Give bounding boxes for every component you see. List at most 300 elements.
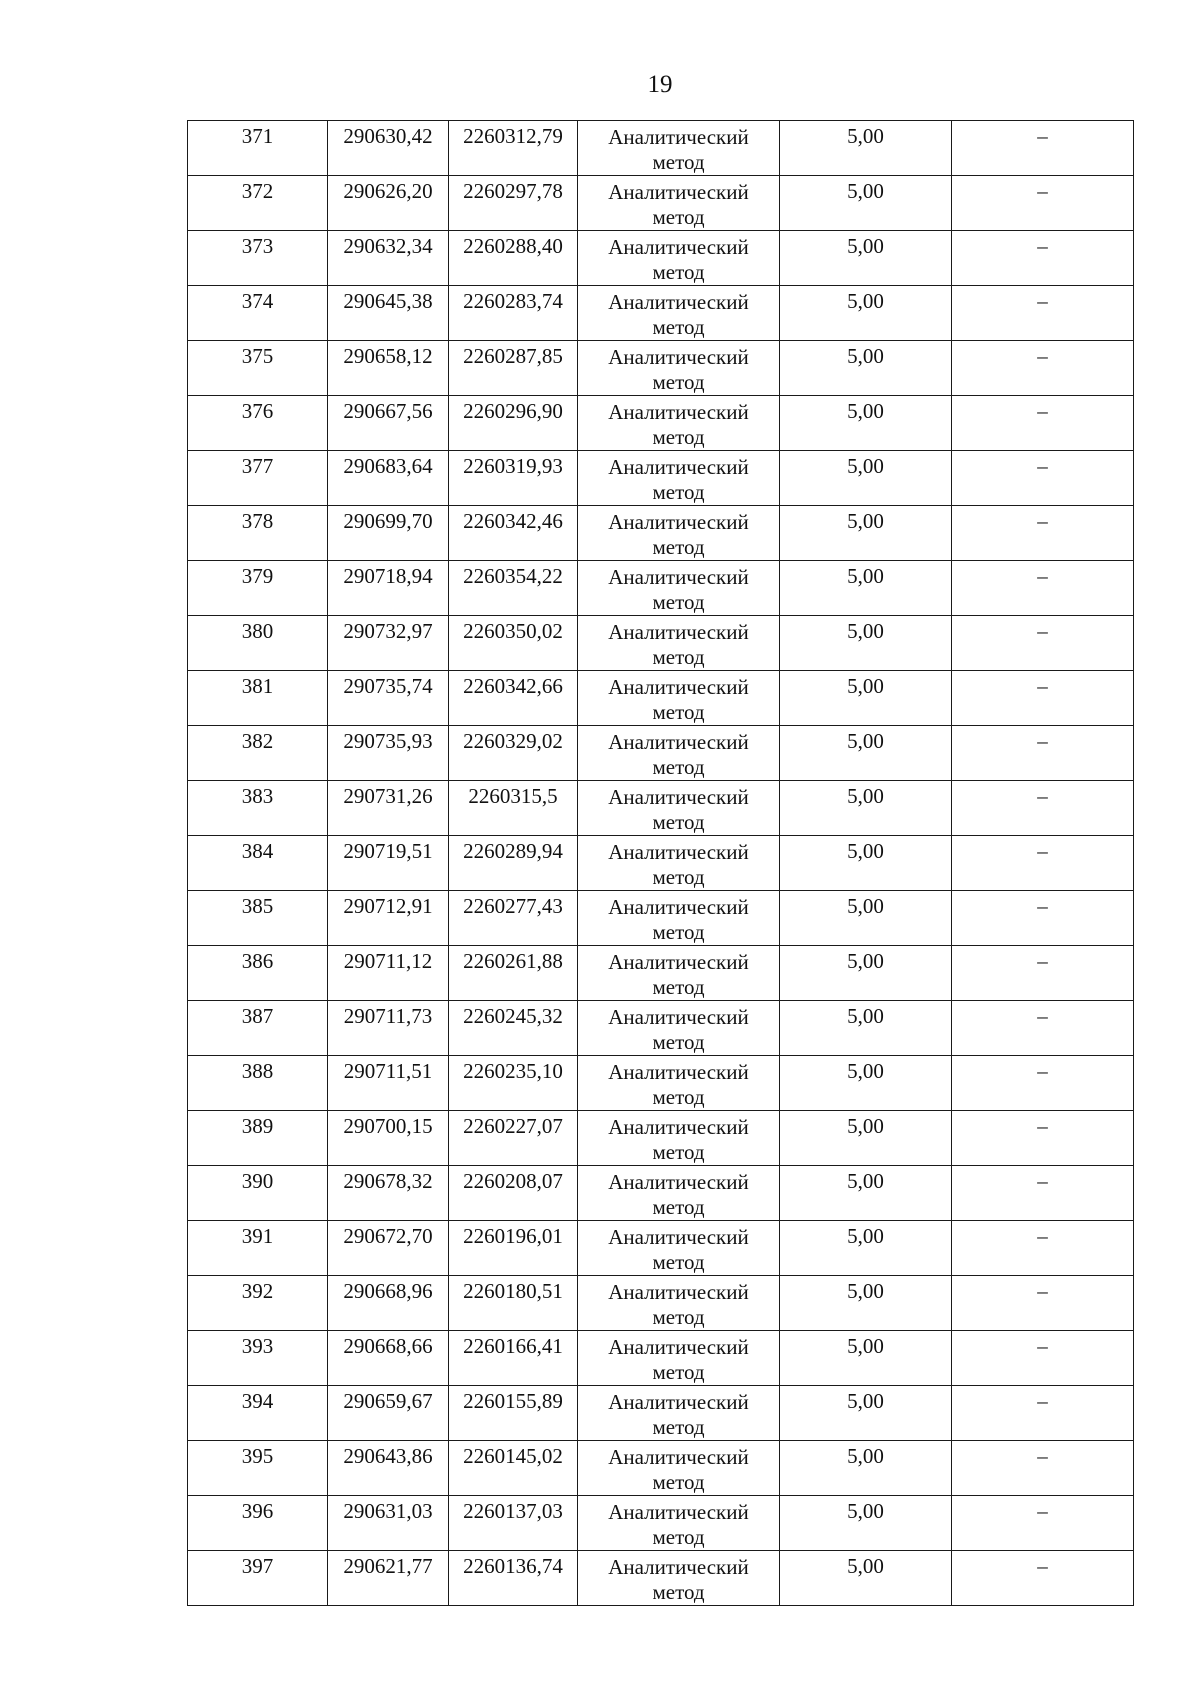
point-number: 391: [241, 1224, 274, 1248]
precision-value: 5,00: [847, 894, 884, 918]
method-line-1: Аналитический: [608, 1280, 749, 1304]
precision-cell: [780, 1331, 952, 1386]
point-number-cell: [188, 1386, 328, 1441]
y-coordinate-cell: [449, 121, 578, 176]
x-coordinate: 290667,56: [343, 399, 433, 423]
x-coordinate-cell: [328, 1331, 449, 1386]
note-cell: [952, 341, 1134, 396]
method-line-2: метод: [652, 1140, 705, 1164]
method-line-1: Аналитический: [608, 235, 749, 259]
precision-cell: [780, 946, 952, 1001]
note-value: –: [1037, 344, 1048, 368]
y-coordinate: 2260137,03: [463, 1499, 563, 1523]
note-value: –: [1037, 839, 1048, 863]
method-line-2: метод: [652, 1580, 705, 1604]
y-coordinate: 2260145,02: [463, 1444, 563, 1468]
method-cell: [578, 781, 780, 836]
note-value: –: [1037, 674, 1048, 698]
method-line-2: метод: [652, 1525, 705, 1549]
x-coordinate: 290658,12: [343, 344, 433, 368]
method-cell: [578, 1331, 780, 1386]
y-coordinate: 2260312,79: [463, 124, 563, 148]
precision-value: 5,00: [847, 454, 884, 478]
y-coordinate: 2260319,93: [463, 454, 563, 478]
method-line-2: метод: [652, 150, 705, 174]
x-coordinate-cell: [328, 121, 449, 176]
y-coordinate-cell: [449, 1331, 578, 1386]
table-row: [188, 946, 1134, 1001]
precision-value: 5,00: [847, 1114, 884, 1138]
note-cell: [952, 1001, 1134, 1056]
y-coordinate: 2260289,94: [463, 839, 563, 863]
precision-cell: [780, 176, 952, 231]
method-line-2: метод: [652, 810, 705, 834]
method-cell: [578, 891, 780, 946]
y-coordinate-cell: [449, 1386, 578, 1441]
point-number-cell: [188, 1496, 328, 1551]
method-line-1: Аналитический: [608, 1445, 749, 1469]
y-coordinate-cell: [449, 1111, 578, 1166]
note-value: –: [1037, 124, 1048, 148]
table-row: [188, 1496, 1134, 1551]
note-value: –: [1037, 949, 1048, 973]
precision-value: 5,00: [847, 509, 884, 533]
point-number: 371: [241, 124, 274, 148]
y-coordinate: 2260315,5: [468, 784, 558, 808]
table-row: [188, 1386, 1134, 1441]
point-number: 386: [241, 949, 274, 973]
precision-value: 5,00: [847, 1279, 884, 1303]
x-coordinate: 290735,93: [343, 729, 433, 753]
precision-cell: [780, 286, 952, 341]
point-number-cell: [188, 176, 328, 231]
x-coordinate: 290645,38: [343, 289, 433, 313]
note-cell: [952, 121, 1134, 176]
table-row: [188, 506, 1134, 561]
note-cell: [952, 891, 1134, 946]
point-number: 377: [241, 454, 274, 478]
x-coordinate: 290626,20: [343, 179, 433, 203]
x-coordinate-cell: [328, 341, 449, 396]
method-line-1: Аналитический: [608, 675, 749, 699]
precision-cell: [780, 506, 952, 561]
y-coordinate: 2260342,66: [463, 674, 563, 698]
method-cell: [578, 506, 780, 561]
note-cell: [952, 1276, 1134, 1331]
method-cell: [578, 1551, 780, 1606]
x-coordinate-cell: [328, 506, 449, 561]
note-cell: [952, 1551, 1134, 1606]
precision-cell: [780, 1001, 952, 1056]
y-coordinate: 2260287,85: [463, 344, 563, 368]
note-cell: [952, 781, 1134, 836]
table-row: [188, 1056, 1134, 1111]
table-row: [188, 1331, 1134, 1386]
table-row: [188, 451, 1134, 506]
point-number-cell: [188, 1276, 328, 1331]
y-coordinate-cell: [449, 341, 578, 396]
coordinates-table-body: [188, 121, 1134, 1606]
table-row: [188, 286, 1134, 341]
precision-value: 5,00: [847, 839, 884, 863]
precision-cell: [780, 1276, 952, 1331]
note-cell: [952, 561, 1134, 616]
table-row: [188, 341, 1134, 396]
x-coordinate: 290668,96: [343, 1279, 433, 1303]
note-value: –: [1037, 179, 1048, 203]
note-cell: [952, 396, 1134, 451]
precision-cell: [780, 836, 952, 891]
y-coordinate-cell: [449, 1056, 578, 1111]
precision-cell: [780, 341, 952, 396]
y-coordinate-cell: [449, 231, 578, 286]
y-coordinate: 2260288,40: [463, 234, 563, 258]
x-coordinate-cell: [328, 231, 449, 286]
precision-cell: [780, 231, 952, 286]
precision-cell: [780, 1056, 952, 1111]
method-cell: [578, 451, 780, 506]
point-number-cell: [188, 671, 328, 726]
method-line-1: Аналитический: [608, 1115, 749, 1139]
precision-cell: [780, 1166, 952, 1221]
precision-value: 5,00: [847, 1004, 884, 1028]
x-coordinate-cell: [328, 1386, 449, 1441]
method-line-1: Аналитический: [608, 840, 749, 864]
precision-value: 5,00: [847, 1334, 884, 1358]
note-value: –: [1037, 1059, 1048, 1083]
x-coordinate: 290719,51: [343, 839, 433, 863]
note-value: –: [1037, 1554, 1048, 1578]
precision-cell: [780, 726, 952, 781]
point-number: 390: [241, 1169, 274, 1193]
method-cell: [578, 616, 780, 671]
note-value: –: [1037, 234, 1048, 258]
precision-value: 5,00: [847, 1389, 884, 1413]
method-line-2: метод: [652, 1305, 705, 1329]
y-coordinate: 2260180,51: [463, 1279, 563, 1303]
point-number: 381: [241, 674, 274, 698]
y-coordinate-cell: [449, 561, 578, 616]
table-row: [188, 1166, 1134, 1221]
table-row: [188, 726, 1134, 781]
x-coordinate-cell: [328, 836, 449, 891]
point-number-cell: [188, 781, 328, 836]
x-coordinate: 290621,77: [343, 1554, 433, 1578]
method-line-1: Аналитический: [608, 400, 749, 424]
y-coordinate-cell: [449, 616, 578, 671]
x-coordinate-cell: [328, 1551, 449, 1606]
note-value: –: [1037, 289, 1048, 313]
x-coordinate-cell: [328, 781, 449, 836]
method-cell: [578, 121, 780, 176]
method-line-1: Аналитический: [608, 1060, 749, 1084]
method-cell: [578, 1496, 780, 1551]
point-number: 394: [241, 1389, 274, 1413]
method-line-2: метод: [652, 1195, 705, 1219]
method-line-2: метод: [652, 755, 705, 779]
note-cell: [952, 946, 1134, 1001]
point-number: 397: [241, 1554, 274, 1578]
precision-value: 5,00: [847, 729, 884, 753]
precision-cell: [780, 561, 952, 616]
method-line-1: Аналитический: [608, 125, 749, 149]
x-coordinate-cell: [328, 451, 449, 506]
method-line-1: Аналитический: [608, 620, 749, 644]
method-line-2: метод: [652, 700, 705, 724]
precision-value: 5,00: [847, 949, 884, 973]
method-line-1: Аналитический: [608, 785, 749, 809]
point-number: 383: [241, 784, 274, 808]
note-value: –: [1037, 619, 1048, 643]
method-cell: [578, 836, 780, 891]
point-number: 388: [241, 1059, 274, 1083]
precision-value: 5,00: [847, 344, 884, 368]
precision-cell: [780, 1386, 952, 1441]
x-coordinate: 290732,97: [343, 619, 433, 643]
precision-value: 5,00: [847, 1059, 884, 1083]
method-line-1: Аналитический: [608, 1390, 749, 1414]
x-coordinate: 290683,64: [343, 454, 433, 478]
method-cell: [578, 1441, 780, 1496]
note-cell: [952, 231, 1134, 286]
note-cell: [952, 1111, 1134, 1166]
x-coordinate: 290631,03: [343, 1499, 433, 1523]
x-coordinate: 290643,86: [343, 1444, 433, 1468]
method-cell: [578, 671, 780, 726]
table-row: [188, 176, 1134, 231]
method-line-2: метод: [652, 1415, 705, 1439]
y-coordinate-cell: [449, 1441, 578, 1496]
note-cell: [952, 671, 1134, 726]
y-coordinate-cell: [449, 836, 578, 891]
y-coordinate: 2260342,46: [463, 509, 563, 533]
method-line-2: метод: [652, 370, 705, 394]
x-coordinate: 290731,26: [343, 784, 433, 808]
y-coordinate: 2260283,74: [463, 289, 563, 313]
method-cell: [578, 396, 780, 451]
point-number-cell: [188, 946, 328, 1001]
point-number: 385: [241, 894, 274, 918]
coordinates-table: [187, 120, 1134, 1606]
precision-value: 5,00: [847, 784, 884, 808]
method-line-1: Аналитический: [608, 1500, 749, 1524]
precision-value: 5,00: [847, 1554, 884, 1578]
y-coordinate: 2260329,02: [463, 729, 563, 753]
point-number-cell: [188, 836, 328, 891]
x-coordinate: 290700,15: [343, 1114, 433, 1138]
x-coordinate: 290678,32: [343, 1169, 433, 1193]
precision-cell: [780, 1111, 952, 1166]
point-number-cell: [188, 1221, 328, 1276]
y-coordinate: 2260208,07: [463, 1169, 563, 1193]
note-cell: [952, 1056, 1134, 1111]
method-line-1: Аналитический: [608, 290, 749, 314]
precision-cell: [780, 891, 952, 946]
y-coordinate: 2260155,89: [463, 1389, 563, 1413]
method-line-1: Аналитический: [608, 1170, 749, 1194]
method-line-2: метод: [652, 975, 705, 999]
point-number-cell: [188, 506, 328, 561]
note-cell: [952, 836, 1134, 891]
method-cell: [578, 341, 780, 396]
point-number: 379: [241, 564, 274, 588]
x-coordinate-cell: [328, 1111, 449, 1166]
method-line-2: метод: [652, 865, 705, 889]
point-number-cell: [188, 451, 328, 506]
table-row: [188, 231, 1134, 286]
y-coordinate-cell: [449, 1551, 578, 1606]
point-number-cell: [188, 1056, 328, 1111]
table-row: [188, 561, 1134, 616]
note-cell: [952, 616, 1134, 671]
x-coordinate-cell: [328, 616, 449, 671]
point-number: 376: [241, 399, 274, 423]
point-number: 382: [241, 729, 274, 753]
point-number-cell: [188, 616, 328, 671]
note-value: –: [1037, 1279, 1048, 1303]
point-number-cell: [188, 341, 328, 396]
precision-cell: [780, 781, 952, 836]
y-coordinate: 2260227,07: [463, 1114, 563, 1138]
y-coordinate-cell: [449, 506, 578, 561]
point-number-cell: [188, 1111, 328, 1166]
point-number: 396: [241, 1499, 274, 1523]
y-coordinate-cell: [449, 1496, 578, 1551]
x-coordinate: 290712,91: [343, 894, 433, 918]
x-coordinate: 290735,74: [343, 674, 433, 698]
x-coordinate-cell: [328, 891, 449, 946]
point-number-cell: [188, 1001, 328, 1056]
point-number: 378: [241, 509, 274, 533]
y-coordinate: 2260350,02: [463, 619, 563, 643]
note-cell: [952, 451, 1134, 506]
y-coordinate-cell: [449, 781, 578, 836]
y-coordinate: 2260296,90: [463, 399, 563, 423]
y-coordinate-cell: [449, 1166, 578, 1221]
precision-value: 5,00: [847, 289, 884, 313]
y-coordinate: 2260297,78: [463, 179, 563, 203]
note-value: –: [1037, 454, 1048, 478]
y-coordinate-cell: [449, 726, 578, 781]
method-cell: [578, 561, 780, 616]
point-number-cell: [188, 396, 328, 451]
point-number: 387: [241, 1004, 274, 1028]
method-line-2: метод: [652, 480, 705, 504]
precision-value: 5,00: [847, 1499, 884, 1523]
precision-cell: [780, 121, 952, 176]
point-number-cell: [188, 1441, 328, 1496]
x-coordinate-cell: [328, 1496, 449, 1551]
precision-value: 5,00: [847, 234, 884, 258]
x-coordinate-cell: [328, 726, 449, 781]
note-cell: [952, 176, 1134, 231]
method-line-2: метод: [652, 920, 705, 944]
method-line-1: Аналитический: [608, 455, 749, 479]
y-coordinate: 2260354,22: [463, 564, 563, 588]
x-coordinate-cell: [328, 946, 449, 1001]
note-value: –: [1037, 1389, 1048, 1413]
y-coordinate-cell: [449, 891, 578, 946]
table-row: [188, 1551, 1134, 1606]
note-value: –: [1037, 1499, 1048, 1523]
y-coordinate: 2260277,43: [463, 894, 563, 918]
point-number-cell: [188, 726, 328, 781]
point-number-cell: [188, 561, 328, 616]
y-coordinate-cell: [449, 1001, 578, 1056]
x-coordinate-cell: [328, 671, 449, 726]
x-coordinate: 290699,70: [343, 509, 433, 533]
point-number: 395: [241, 1444, 274, 1468]
x-coordinate-cell: [328, 396, 449, 451]
table-row: [188, 671, 1134, 726]
precision-value: 5,00: [847, 564, 884, 588]
table-row: [188, 1221, 1134, 1276]
method-line-1: Аналитический: [608, 510, 749, 534]
point-number-cell: [188, 1551, 328, 1606]
precision-value: 5,00: [847, 399, 884, 423]
y-coordinate: 2260196,01: [463, 1224, 563, 1248]
note-value: –: [1037, 1224, 1048, 1248]
precision-cell: [780, 1496, 952, 1551]
x-coordinate-cell: [328, 176, 449, 231]
method-line-2: метод: [652, 1030, 705, 1054]
method-cell: [578, 726, 780, 781]
x-coordinate: 290711,73: [343, 1004, 433, 1028]
note-value: –: [1037, 399, 1048, 423]
note-value: –: [1037, 729, 1048, 753]
y-coordinate: 2260166,41: [463, 1334, 563, 1358]
method-cell: [578, 231, 780, 286]
note-value: –: [1037, 1444, 1048, 1468]
note-value: –: [1037, 1334, 1048, 1358]
precision-cell: [780, 616, 952, 671]
y-coordinate-cell: [449, 451, 578, 506]
point-number: 373: [241, 234, 274, 258]
method-line-1: Аналитический: [608, 565, 749, 589]
point-number: 389: [241, 1114, 274, 1138]
note-value: –: [1037, 509, 1048, 533]
table-row: [188, 121, 1134, 176]
method-line-2: метод: [652, 425, 705, 449]
table-row: [188, 1276, 1134, 1331]
point-number-cell: [188, 231, 328, 286]
table-row: [188, 396, 1134, 451]
point-number: 372: [241, 179, 274, 203]
table-row: [188, 891, 1134, 946]
point-number: 393: [241, 1334, 274, 1358]
method-cell: [578, 176, 780, 231]
method-cell: [578, 286, 780, 341]
y-coordinate-cell: [449, 396, 578, 451]
note-value: –: [1037, 894, 1048, 918]
note-cell: [952, 1166, 1134, 1221]
method-line-2: метод: [652, 1470, 705, 1494]
note-value: –: [1037, 564, 1048, 588]
note-cell: [952, 1441, 1134, 1496]
y-coordinate-cell: [449, 1221, 578, 1276]
note-cell: [952, 1386, 1134, 1441]
x-coordinate: 290672,70: [343, 1224, 433, 1248]
method-cell: [578, 1276, 780, 1331]
y-coordinate: 2260245,32: [463, 1004, 563, 1028]
x-coordinate-cell: [328, 1441, 449, 1496]
precision-value: 5,00: [847, 124, 884, 148]
method-line-1: Аналитический: [608, 950, 749, 974]
page-number: 19: [647, 71, 673, 98]
method-line-2: метод: [652, 1085, 705, 1109]
method-cell: [578, 946, 780, 1001]
point-number: 375: [241, 344, 274, 368]
